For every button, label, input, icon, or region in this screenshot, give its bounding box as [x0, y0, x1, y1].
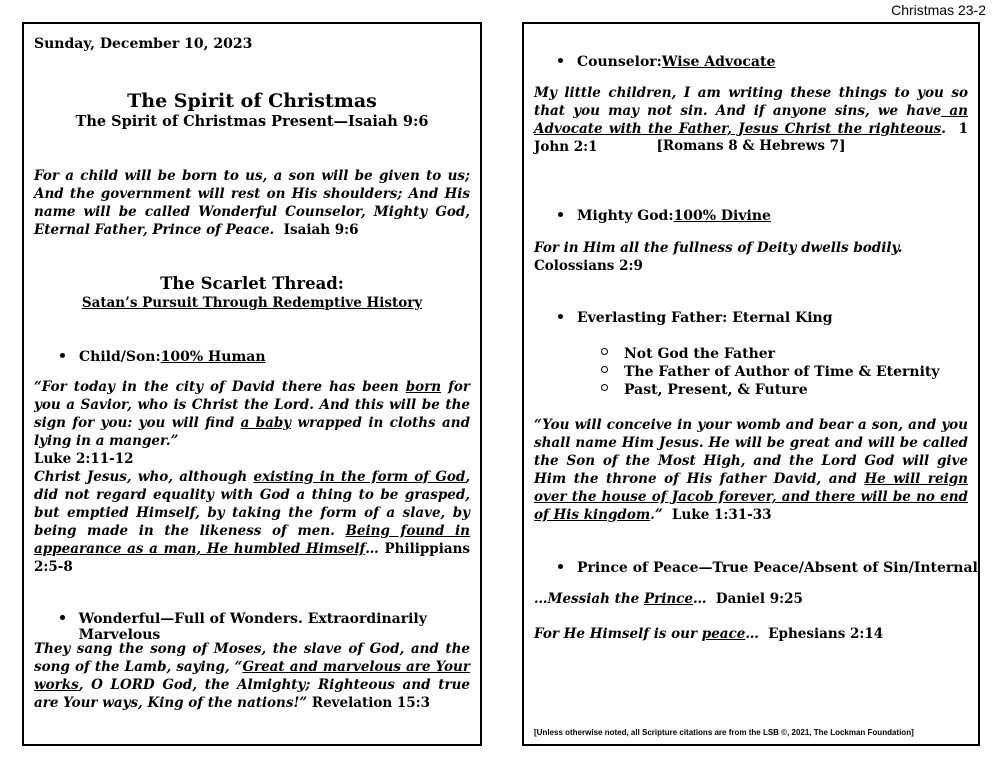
bullet-icon — [60, 353, 65, 358]
left-panel — [22, 22, 482, 746]
revelation-passage: They sang the song of Moses, the slave of God, and the song of the Lamb, saying, “Great and marvelous are Your works, O LORD God, the Almighty; Righteous and true are Your ways, King of the nations!” Revelation 15:3 — [34, 641, 470, 711]
bullet-icon — [558, 314, 563, 319]
bullet-wonderful: Wonderful—Full of Wonders. Extraordinarily Marvelous — [60, 611, 480, 643]
cross-reference: [Romans 8 & Hebrews 7] — [656, 138, 846, 154]
bullet-counselor: Counselor: Wise Advocate — [558, 54, 775, 70]
sub-item: Past, Present, & Future — [601, 382, 808, 398]
bullet-icon — [558, 212, 563, 217]
bullet-mighty-god: Mighty God: 100% Divine — [558, 208, 771, 224]
bullet-prince: Prince of Peace—True Peace/Absent of Sin/Internal — [558, 560, 978, 576]
isaiah-passage: For a child will be born to us, a son will be given to us; And the government will rest on His shoulders; And His name will be called Wonderful Counselor, Mighty God, Eternal Father, Prince of Peace. Isaiah 9:6 — [34, 168, 470, 238]
page-title: The Spirit of Christmas — [127, 90, 377, 112]
john-passage: My little children, I am writing these things to you so that you may not sin. And if anyone sins, we have an Advocate with the Father, Jesus Christ the righteous. 1 John 2:1 — [534, 85, 968, 155]
philippians-passage: Christ Jesus, who, although existing in the form of God, did not regard equality with God a thing to be grasped, but emptied Himself, by taking the form of a slave, by being made in the likeness of men. Being found in appearance as a man, He humbled Himself… Philippians 2:5-8 — [34, 469, 471, 575]
bullet-icon — [60, 615, 65, 620]
bullet-father: Everlasting Father: Eternal King — [558, 310, 833, 326]
colossians-passage: For in Him all the fullness of Deity dwells bodily. Colossians 2:9 — [534, 240, 903, 274]
sub-item: The Father of Author of Time & Eternity — [601, 364, 940, 380]
circle-bullet-icon — [601, 348, 608, 355]
page-label: Christmas 23-2 — [891, 2, 986, 18]
right-panel — [522, 22, 980, 746]
thread-title: The Scarlet Thread: — [160, 274, 344, 293]
luke-1-passage: “You will conceive in your womb and bear a son, and you shall name Him Jesus. He will be great and will be called the Son of the Most High, and the Lord God will give Him the throne of His father David, and He will reign over the house of Jacob forever, and there will be no end of His kingdom.” Luke 1:31-33 — [534, 417, 968, 523]
sub-item: Not God the Father — [601, 346, 775, 362]
page-subtitle: The Spirit of Christmas Present—Isaiah 9:6 — [75, 113, 429, 130]
footnote: [Unless otherwise noted, all Scripture citations are from the LSB ©, 2021, The Lockman Foundation] — [534, 728, 914, 737]
circle-bullet-icon — [601, 366, 608, 373]
bullet-icon — [558, 58, 563, 63]
bullet-child: Child/Son: 100% Human — [60, 349, 266, 365]
date: Sunday, December 10, 2023 — [34, 36, 253, 52]
bullet-icon — [558, 564, 563, 569]
thread-subtitle: Satan’s Pursuit Through Redemptive History — [81, 295, 423, 311]
daniel-passage: …Messiah the Prince… Daniel 9:25 — [534, 591, 803, 607]
luke-2-passage: “For today in the city of David there has been born for you a Savior, who is Christ the Lord. And this will be the sign for you: you will find a baby wrapped in cloths and lying in a manger.” Luke 2:11-12 — [34, 379, 471, 467]
ephesians-passage: For He Himself is our peace… Ephesians 2:14 — [534, 626, 884, 642]
circle-bullet-icon — [601, 384, 608, 391]
